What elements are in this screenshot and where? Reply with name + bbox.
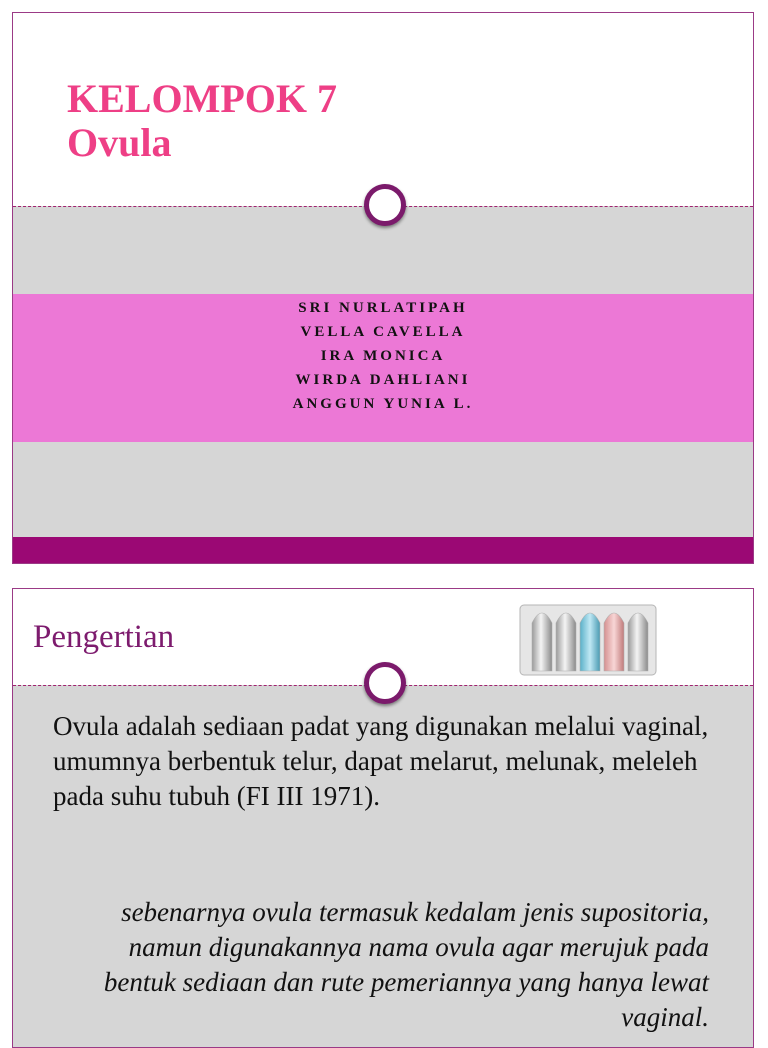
content-slide [12,588,754,1048]
member-name: IRA MONICA [320,348,446,364]
member-name: ANGGUN YUNIA L. [292,396,474,412]
member-name: SRI NURLATIPAH [298,300,468,316]
footer-bar [13,537,753,564]
slide-title [67,77,337,165]
ring-ornament-icon [364,184,406,226]
note-paragraph: sebenarnya ovula termasuk kedalam jenis supositoria, namun digunakannya nama ovula agar merujuk pada bentuk sediaan dan rute pemeriannya yang hanya lewat vaginal. [103,897,709,1032]
title-slide [12,12,754,564]
member-list [13,296,753,416]
member-name: WIRDA DAHLIANI [295,372,471,388]
definition-paragraph: Ovula adalah sediaan padat yang digunakan melalui vaginal, umumnya berbentuk telur, dapat melarut, melunak, meleleh pada suhu tubuh (FI III 1971). [53,711,709,811]
slide-title-line-1: KELOMPOK 7 [67,76,337,121]
section-heading: Pengertian [33,619,175,655]
slide-title-line-2: Ovula [67,120,172,165]
member-name: VELLA CAVELLA [300,324,466,340]
ovula-product-image [518,599,658,679]
title-slide-header [13,13,753,206]
ring-ornament-icon [364,662,406,704]
